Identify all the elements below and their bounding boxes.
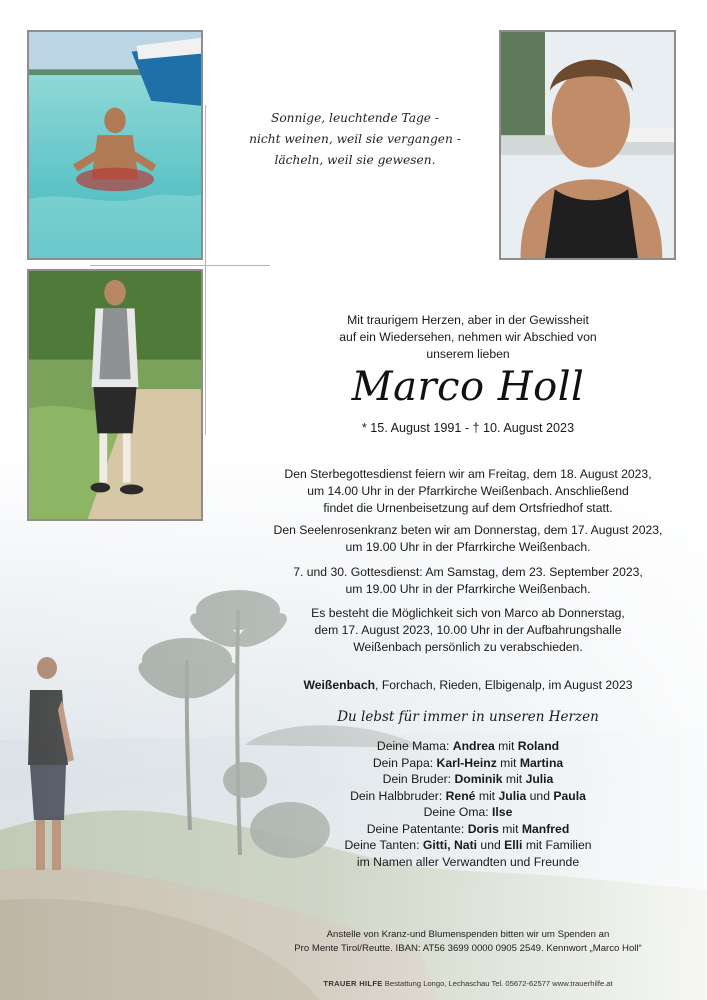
relative-joiner: mit — [496, 755, 520, 770]
relative-role: Dein Papa: — [372, 755, 437, 770]
forever-phrase: Du lebst für immer in unseren Herzen — [337, 709, 599, 725]
relative-name: Dominik — [454, 772, 503, 786]
service-funeral-mass — [258, 466, 678, 517]
photo-swimming-image — [29, 32, 201, 258]
relative-row — [258, 771, 678, 788]
relative-role: Deine Patentante: — [366, 821, 468, 836]
intro-text — [258, 312, 678, 363]
relatives-list — [258, 738, 678, 870]
service-memorial-mass — [258, 564, 678, 598]
relative-name: Paula — [553, 788, 586, 803]
relatives-closing: im Namen aller Verwandten und Freunde — [356, 854, 580, 869]
service-line: um 19.00 Uhr in der Pfarrkirche Weißenbach. — [345, 540, 591, 554]
relative-row — [258, 837, 678, 854]
relative-name: Gitti, Nati — [422, 838, 478, 852]
relative-name: René — [445, 788, 476, 803]
service-line: Es besteht die Möglichkeit sich von Marco ab Donnerstag, — [311, 606, 625, 620]
relative-joiner: und — [526, 788, 554, 803]
cross-vertical-line — [205, 105, 206, 435]
relative-suffix: mit Familien — [522, 838, 592, 852]
relative-name: Manfred — [521, 821, 570, 836]
photo-swimming — [27, 30, 203, 260]
place-rest: , Forchach, Rieden, Elbigenalp, im August 2023 — [375, 678, 633, 692]
relative-name: Karl-Heinz — [436, 755, 497, 770]
relative-name: Julia — [525, 772, 554, 786]
relative-role: Dein Halbbruder: — [350, 788, 446, 803]
relative-row — [258, 804, 678, 821]
motto-line: nicht weinen, weil sie vergangen - — [249, 132, 461, 146]
relative-joiner: mit — [494, 739, 518, 753]
relative-row — [258, 755, 678, 772]
service-line: 7. und 30. Gottesdienst: Am Samstag, dem 23. September 2023, — [293, 565, 643, 579]
relative-joiner: mit — [502, 772, 526, 786]
donation-line: Pro Mente Tirol/Reutte. IBAN: AT56 3699 0000 0905 2549. Kennwort „Marco Holl“ — [294, 943, 642, 954]
service-line: Den Sterbegottesdienst feiern wir am Freitag, dem 18. August 2023, — [284, 467, 652, 481]
relative-name: Elli — [504, 838, 523, 852]
service-rosary — [258, 522, 678, 556]
relative-name: Julia — [498, 788, 527, 803]
motto-line: lächeln, weil sie gewesen. — [274, 153, 436, 167]
undertaker-brand: TRAUER HILFE — [323, 979, 383, 988]
relative-name: Roland — [517, 739, 560, 753]
photo-standing — [27, 269, 203, 521]
relative-role: Deine Tanten: — [344, 838, 423, 852]
intro-line: Mit traurigem Herzen, aber in der Gewissheit — [347, 313, 589, 327]
cross-horizontal-line — [90, 265, 270, 266]
motto-line: Sonnige, leuchtende Tage - — [271, 111, 439, 125]
relative-name: Doris — [467, 821, 499, 836]
relative-joiner: und — [477, 838, 505, 852]
photo-portrait — [499, 30, 676, 260]
place-and-date — [258, 677, 678, 694]
service-line: um 19.00 Uhr in der Pfarrkirche Weißenbach. — [345, 582, 591, 596]
undertaker-footer — [258, 979, 678, 989]
relative-row — [258, 821, 678, 838]
service-line: dem 17. August 2023, 10.00 Uhr in der Aufbahrungshalle — [314, 623, 622, 637]
intro-line: unserem lieben — [426, 347, 510, 361]
service-line: Den Seelenrosenkranz beten wir am Donnerstag, dem 17. August 2023, — [273, 523, 663, 537]
photo-portrait-image — [501, 32, 674, 258]
relative-role: Deine Mama: — [376, 739, 453, 753]
relative-name: Ilse — [492, 805, 513, 819]
service-farewell — [258, 605, 678, 656]
service-line: Weißenbach persönlich zu verabschieden. — [353, 640, 583, 654]
undertaker-details: Bestattung Longo, Lechaschau Tel. 05672-62577 www.trauerhilfe.at — [382, 979, 613, 988]
donation-line: Anstelle von Kranz-und Blumenspenden bitten wir um Spenden an — [326, 929, 610, 940]
relative-joiner: mit — [498, 821, 522, 836]
relative-name: Andrea — [452, 739, 495, 753]
relative-name: Martina — [519, 755, 564, 770]
relative-row — [258, 788, 678, 805]
service-line: um 14.00 Uhr in der Pfarrkirche Weißenbach. Anschließend — [307, 484, 629, 498]
donation-note — [258, 928, 678, 956]
photo-standing-image — [29, 271, 201, 519]
relative-role: Dein Bruder: — [382, 772, 455, 786]
service-line: findet die Urnenbeisetzung auf dem Ortsfriedhof statt. — [323, 501, 613, 515]
relative-role: Deine Oma: — [423, 805, 493, 819]
deceased-name: Marco Holl — [351, 364, 585, 410]
place-main: Weißenbach — [303, 678, 376, 692]
intro-line: auf ein Wiedersehen, nehmen wir Abschied von — [339, 330, 597, 344]
motto-verse — [230, 108, 480, 171]
life-dates: * 15. August 1991 - † 10. August 2023 — [361, 421, 575, 435]
relative-row — [258, 738, 678, 755]
relative-joiner: mit — [475, 788, 499, 803]
